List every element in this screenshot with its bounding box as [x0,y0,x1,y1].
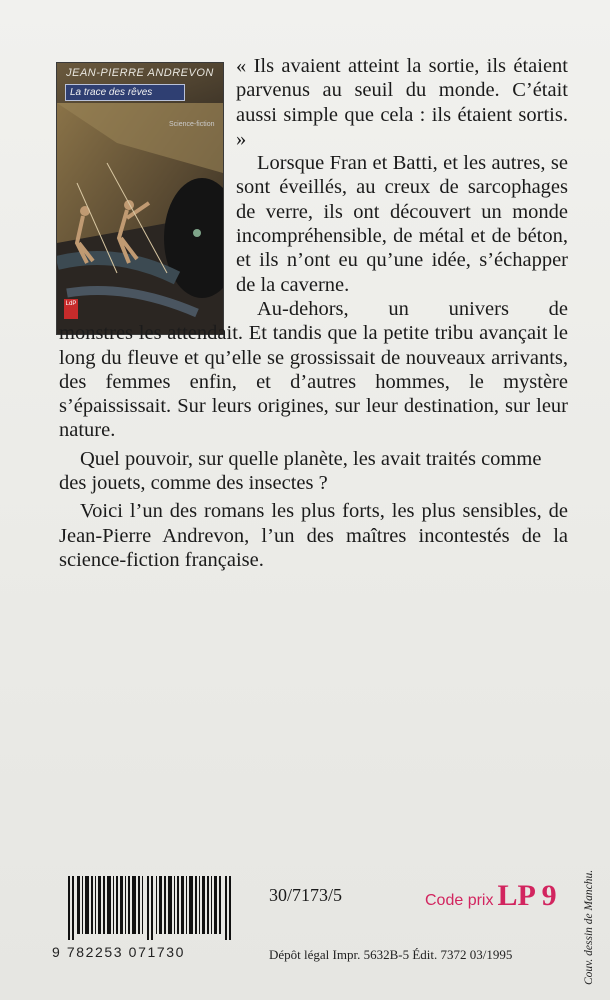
cover-credit: Couv. dessin de Manchu. [583,869,595,985]
reference-number: 30/7173/5 [269,885,343,905]
price-code [425,879,557,913]
blurb-paragraph-4: Quel pouvoir, sur quelle planète, les avait traités comme des jouets, comme des insectes ? [59,447,542,495]
blurb-paragraph-3-start: Au-dehors, un univers de [257,297,568,320]
thumbnail-author: JEAN-PIERRE ANDREVON [66,67,214,79]
publisher-badge: LdP [64,299,78,319]
cover-illustration [57,63,223,334]
barcode-digits: 9 782253 071730 [52,944,185,960]
thumbnail-title: La trace des rêves [65,84,185,101]
blurb-paragraph-2: Lorsque Fran et Batti, et les autres, se sont éveillés, au creux de sarcophages de verre, ils ont découvert un monde incompréhensible, de métal et de béton, et ils n’ont eu qu’une idée, s’échapper de la caverne. [236,152,568,296]
cover-thumbnail [57,63,223,334]
thumbnail-collection: Science-fiction [169,121,215,128]
blurb-quote: « Ils avaient atteint la sortie, ils étaient parvenus au seuil du monde. C’était aussi simple que cela : ils étaient sortis. » [236,55,568,150]
legal-deposit-line: Dépôt légal Impr. 5632B-5 Édit. 7372 03/1995 [269,947,513,962]
blurb-paragraph-3-rest: monstres les attendait. Et tandis que la petite tribu avançait le long du fleuve et qu’elle se grossissait de nouveaux arrivants, des femmes enfin, et d’autres hommes, le mystère s’épaississait. Sur leurs origines, sur leur destination, sur leur nature. [59,322,568,442]
price-code-value: LP 9 [497,879,557,912]
barcode [68,876,233,940]
blurb-paragraph-5: Voici l’un des romans les plus forts, les plus sensibles, de Jean-Pierre Andrevon, l’un des maîtres incontestés de la science-fiction française. [59,500,568,571]
price-code-label: Code prix [425,892,494,909]
